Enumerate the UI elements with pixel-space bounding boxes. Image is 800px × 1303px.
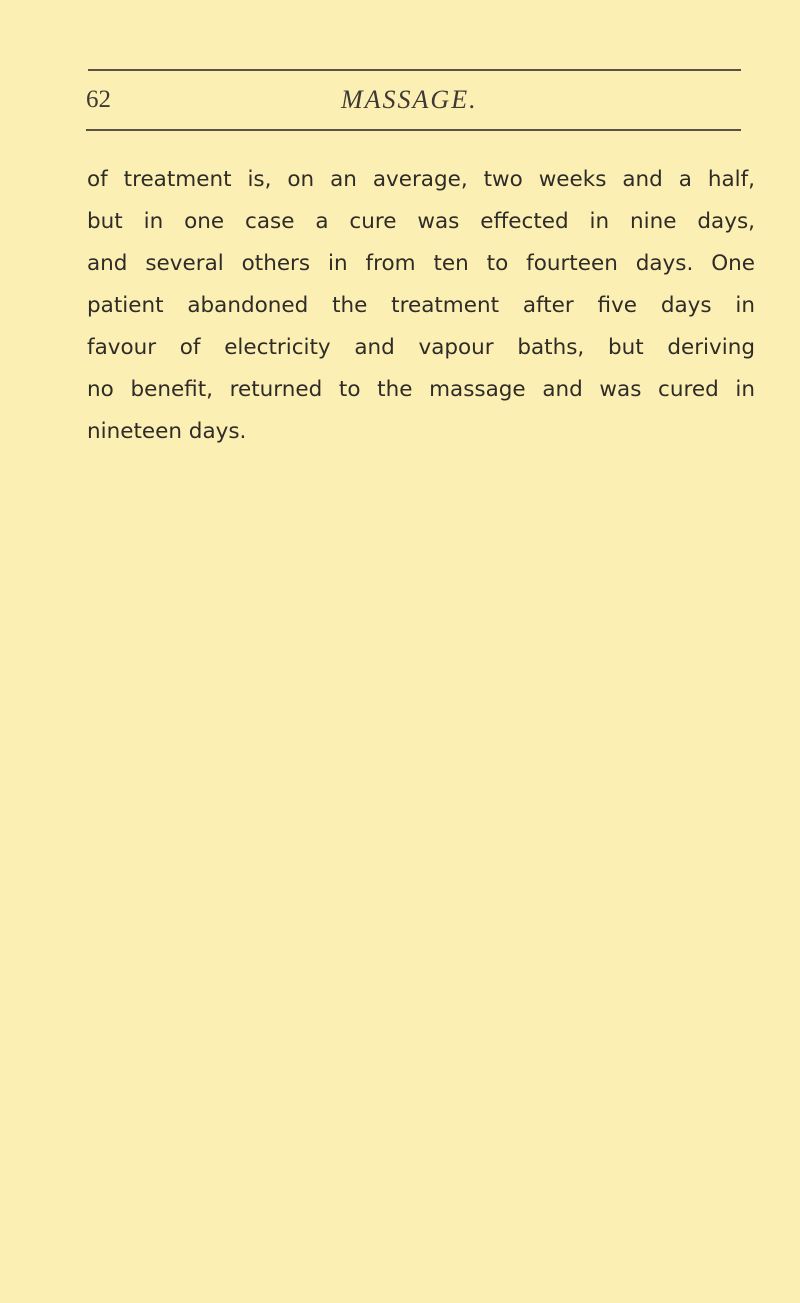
running-title: MASSAGE. bbox=[341, 85, 478, 114]
text-line: but in one case a cure was effected in nine days, bbox=[87, 209, 755, 234]
text-line: no benefit, returned to the massage and was cured in bbox=[87, 377, 755, 402]
text-line: of treatment is, on an average, two weeks and a half, bbox=[87, 167, 755, 192]
text-line: patient abandoned the treatment after five days in bbox=[87, 293, 755, 318]
text-line: and several others in from ten to fourteen days. One bbox=[87, 251, 755, 276]
page-number: 62 bbox=[86, 86, 111, 113]
header-bottom-rule bbox=[86, 129, 741, 131]
header-top-rule bbox=[88, 69, 741, 71]
body-paragraph bbox=[87, 159, 755, 453]
text-line: favour of electricity and vapour baths, but deriving bbox=[87, 335, 755, 360]
text-line: nineteen days. bbox=[87, 419, 247, 444]
